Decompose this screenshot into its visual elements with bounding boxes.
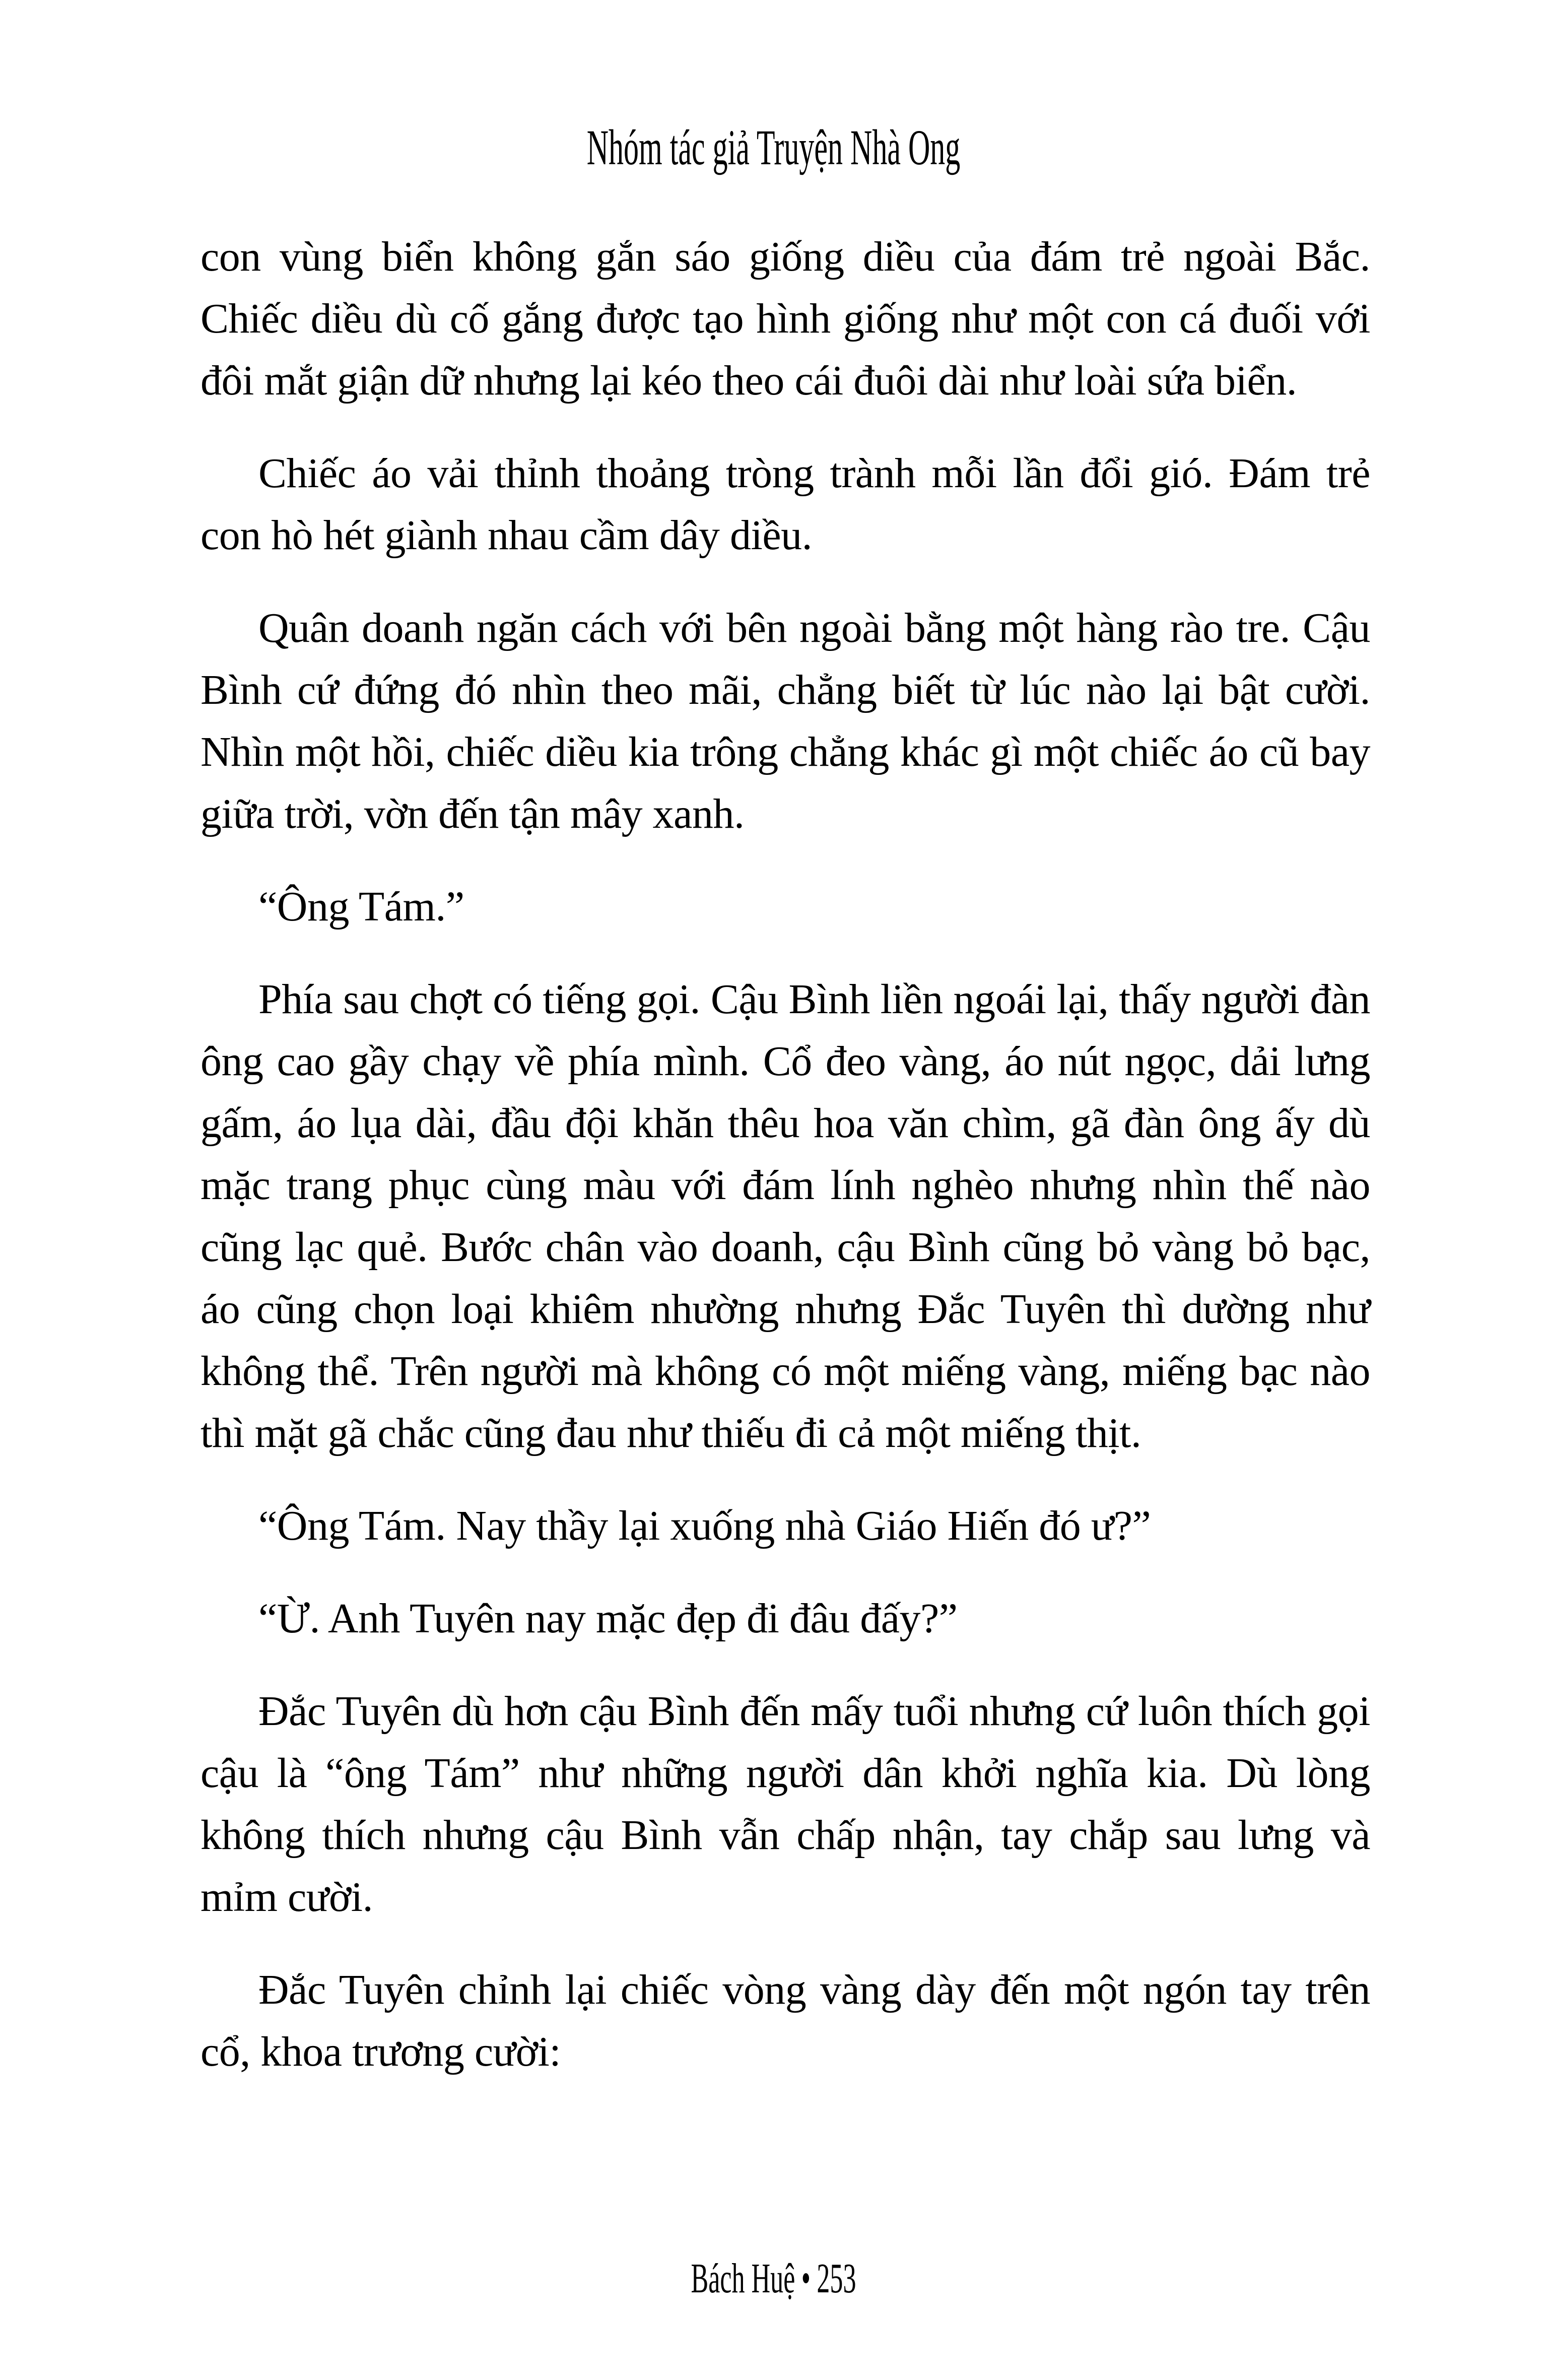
footer-author: Bách Huệ: [691, 2255, 795, 2302]
footer-page-number: 253: [817, 2255, 856, 2302]
footer-separator: •: [801, 2255, 811, 2302]
page-body: [200, 226, 1370, 2113]
paragraph: Quân doanh ngăn cách với bên ngoài bằng một hàng rào tre. Cậu Bình cứ đứng đó nhìn theo mãi, chẳng biết từ lúc nào lại bật cười. Nhìn một hồi, chiếc diều kia trông chẳng khác gì một chiếc áo cũ bay giữa trời, vờn đến tận mây xanh.: [200, 605, 1370, 837]
running-header: Nhóm tác giả Truyện Nhà Ong: [586, 119, 961, 175]
paragraph: Đắc Tuyên dù hơn cậu Bình đến mấy tuổi nhưng cứ luôn thích gọi cậu là “ông Tám” như những người dân khởi nghĩa kia. Dù lòng không thích nhưng cậu Bình vẫn chấp nhận, tay chắp sau lưng và mỉm cười.: [200, 1688, 1370, 1921]
paragraph: Phía sau chợt có tiếng gọi. Cậu Bình liền ngoái lại, thấy người đàn ông cao gầy chạy về phía mình. Cổ đeo vàng, áo nút ngọc, dải lưng gấm, áo lụa dài, đầu đội khăn thêu hoa văn chìm, gã đàn ông ấy dù mặc trang phục cùng màu với đám lính nghèo nhưng nhìn thế nào cũng lạc quẻ. Bước chân vào doanh, cậu Bình cũng bỏ vàng bỏ bạc, áo cũng chọn loại khiêm nhường nhưng Đắc Tuyên thì dường như không thể. Trên người mà không có một miếng vàng, miếng bạc nào thì mặt gã chắc cũng đau như thiếu đi cả một miếng thịt.: [200, 976, 1370, 1457]
paragraph: Đắc Tuyên chỉnh lại chiếc vòng vàng dày đến một ngón tay trên cổ, khoa trương cười:: [200, 1966, 1370, 2075]
paragraph: “Ông Tám. Nay thầy lại xuống nhà Giáo Hiến đó ư?”: [258, 1502, 1151, 1549]
page-footer: [294, 2255, 1253, 2303]
paragraph: “Ông Tám.”: [258, 883, 464, 930]
paragraph: con vùng biển không gắn sáo giống diều của đám trẻ ngoài Bắc. Chiếc diều dù cố gắng được tạo hình giống như một con cá đuối với đôi mắt giận dữ nhưng lại kéo theo cái đuôi dài như loài sứa biển.: [200, 233, 1370, 404]
paragraph: “Ừ. Anh Tuyên nay mặc đẹp đi đâu đấy?”: [258, 1595, 958, 1642]
paragraph: Chiếc áo vải thỉnh thoảng tròng trành mỗi lần đổi gió. Đám trẻ con hò hét giành nhau cầm dây diều.: [200, 450, 1370, 559]
